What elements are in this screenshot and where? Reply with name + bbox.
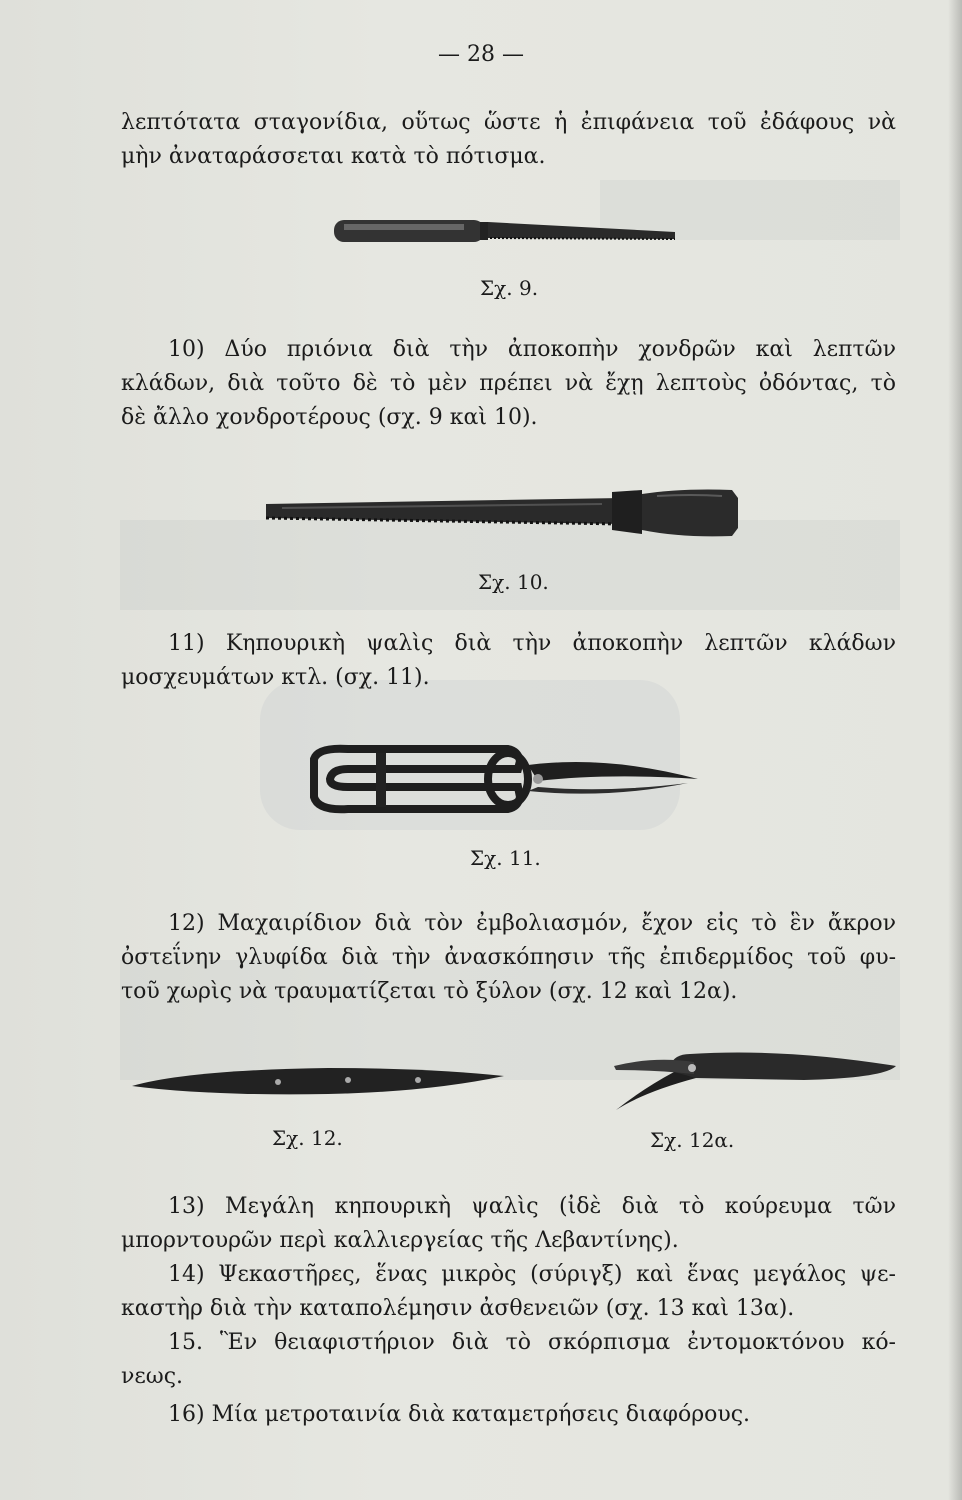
text-line: μπορντουρῶν περὶ καλλιεργείας τῆς Λεβαντίνης). (121, 1228, 679, 1253)
text-line: τοῦ χωρὶς νὰ τραυματίζεται τὸ ξύλον (σχ. 12 καὶ 12α). (121, 979, 738, 1004)
text-line: 14) Ψεκαστῆρες, ἕνας μικρὸς (σύριγξ) καὶ ἕνας μεγάλος ψε- (168, 1262, 896, 1287)
text-line: 11) Κηπουρικὴ ψαλὶς διὰ τὴν ἀποκοπὴν λεπτῶν κλάδων (168, 631, 896, 656)
page-edge-shadow (948, 0, 962, 1500)
text-line: νεως. (121, 1364, 184, 1389)
figure-caption: Σχ. 10. (478, 570, 549, 594)
fine-saw-icon (330, 212, 680, 248)
text-line: 15. Ἓν θειαφιστήριον διὰ τὸ σκόρπισμα ἐντομοκτόνου κό- (168, 1330, 896, 1355)
grafting-knife-icon (128, 1062, 508, 1102)
text-line: καστὴρ διὰ τὴν καταπολέμησιν ἀσθενειῶν (σχ. 13 καὶ 13α). (121, 1296, 795, 1321)
text-line: δὲ ἄλλο χονδροτέρους (σχ. 9 καὶ 10). (121, 405, 538, 430)
text-line: ὀστεΐνην γλυφίδα διὰ τὴν ἀνασκόπησιν τῆς ἐπιδερμίδος τοῦ φυ- (121, 945, 896, 970)
text-line: 13) Μεγάλη κηπουρικὴ ψαλὶς (ἰδὲ διὰ τὸ κούρευμα τῶν (168, 1194, 896, 1219)
figure-caption: Σχ. 9. (480, 276, 539, 300)
text-line: λεπτότατα σταγονίδια, οὕτως ὥστε ἡ ἐπιφάνεια τοῦ ἐδάφους νὰ (121, 110, 896, 135)
text-line: 10) Δύο πριόνια διὰ τὴν ἀποκοπὴν χονδρῶν καὶ λεπτῶν (168, 337, 896, 362)
coarse-saw-icon (262, 484, 742, 544)
text-line: 12) Μαχαιρίδιον διὰ τὸν ἐμβολιασμόν, ἔχον εἰς τὸ ἓν ἄκρον (168, 911, 896, 936)
figure-caption: Σχ. 11. (470, 846, 541, 870)
text-line: κλάδων, διὰ τοῦτο δὲ τὸ μὲν πρέπει νὰ ἔχῃ λεπτοὺς ὀδόντας, τὸ (121, 371, 896, 396)
figure-caption: Σχ. 12α. (650, 1128, 735, 1152)
text-line: 16) Μία μετροταινία διὰ καταμετρήσεις διαφόρους. (168, 1402, 751, 1427)
text-line: μοσχευμάτων κτλ. (σχ. 11). (121, 665, 430, 690)
text-line: μὴν ἀναταράσσεται κατὰ τὸ πότισμα. (121, 144, 546, 169)
page-number: — 28 — (438, 42, 524, 67)
folding-knife-icon (604, 1048, 900, 1114)
figure-caption: Σχ. 12. (272, 1126, 343, 1150)
pruning-shears-icon (308, 735, 708, 825)
